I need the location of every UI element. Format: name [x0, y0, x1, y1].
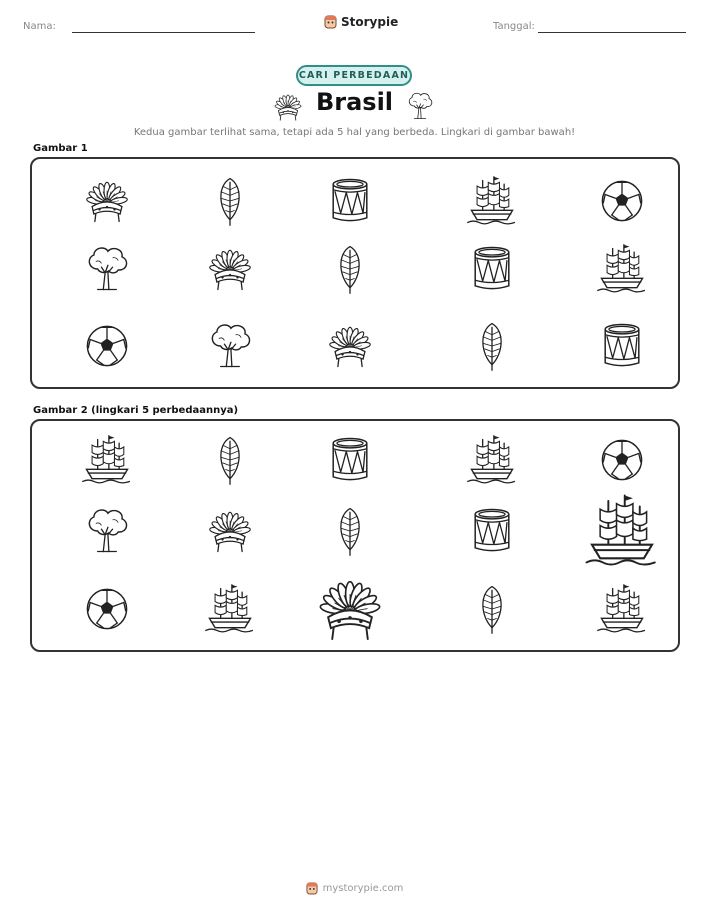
ship-icon	[464, 173, 520, 229]
feather-icon[interactable]	[202, 432, 258, 488]
tree-icon	[79, 241, 135, 297]
ship-icon	[594, 241, 650, 297]
headdress-icon	[322, 318, 378, 374]
brand-logo	[324, 14, 398, 29]
ball-icon	[79, 318, 135, 374]
picture1-panel	[30, 157, 680, 389]
ball-icon[interactable]	[594, 432, 650, 488]
name-label: Nama:	[23, 21, 56, 32]
picture2-label: Gambar 2 (lingkari 5 perbedaannya)	[33, 405, 239, 416]
headdress-icon	[202, 241, 258, 297]
feather-icon	[464, 318, 520, 374]
ship-icon[interactable]	[202, 581, 258, 637]
ball-icon	[594, 173, 650, 229]
drum-icon[interactable]	[464, 503, 520, 559]
feather-icon	[202, 173, 258, 229]
footer	[0, 881, 709, 895]
name-line[interactable]	[72, 32, 255, 33]
tree-title-icon	[403, 89, 437, 123]
drum-icon	[322, 173, 378, 229]
ship-icon[interactable]	[594, 581, 650, 637]
ship-icon[interactable]	[581, 490, 663, 572]
ball-icon[interactable]	[79, 581, 135, 637]
headdress-icon[interactable]	[309, 568, 391, 650]
tree-icon[interactable]	[79, 503, 135, 559]
ship-icon[interactable]	[79, 432, 135, 488]
storypie-mascot-icon	[306, 881, 318, 895]
feather-icon[interactable]	[322, 503, 378, 559]
instructions: Kedua gambar terlihat sama, tetapi ada 5 hal yang berbeda. Lingkari di gambar bawah!	[133, 127, 576, 138]
picture2-panel[interactable]	[30, 419, 680, 652]
storypie-mascot-icon	[324, 14, 337, 29]
picture1-label: Gambar 1	[33, 143, 88, 154]
headdress-icon[interactable]	[202, 503, 258, 559]
page-title: Brasil	[315, 88, 394, 116]
tree-icon	[202, 318, 258, 374]
brand-name: Storypie	[341, 14, 399, 29]
footer-url: mystorypie.com	[322, 882, 404, 894]
drum-icon	[594, 318, 650, 374]
feather-icon	[322, 241, 378, 297]
feather-icon[interactable]	[464, 581, 520, 637]
drum-icon[interactable]	[322, 432, 378, 488]
date-line[interactable]	[538, 32, 686, 33]
headdress-icon	[79, 173, 135, 229]
ship-icon[interactable]	[464, 432, 520, 488]
activity-badge: CARI PERBEDAAN	[296, 65, 412, 86]
drum-icon	[464, 241, 520, 297]
date-label: Tanggal:	[493, 21, 535, 32]
